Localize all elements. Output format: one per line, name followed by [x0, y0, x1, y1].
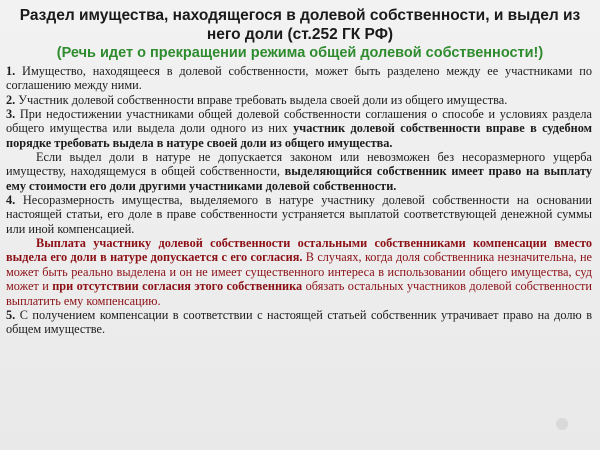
paragraph-4 [6, 193, 592, 236]
highlight-bold-text: Выплата участнику долевой собственности остальными собственниками компенсации вместо выдела его доли в натуре допускается с его согласия. [6, 236, 592, 265]
paragraph-text: Имущество, находящееся в долевой собственности, может быть разделено между ее участниками по соглашению между ними. [6, 64, 592, 93]
paragraph-text: Если выдел доли в натуре не допускается законом или невозможен без несоразмерного ущерба имуществу, находящемуся в общей собственности, [6, 150, 592, 179]
slide-body [6, 64, 592, 337]
paragraph-bold-text: выделяющийся собственник имеет право на выплату ему стоимости его доли другими участниками долевой собственности. [6, 164, 592, 193]
paragraph-1 [6, 64, 592, 93]
paragraph-text: С получением компенсации в соответствии с настоящей статьей собственник утрачивает право на долю в общем имуществе. [6, 307, 592, 337]
paragraph-number: 5. [6, 307, 16, 322]
paragraph-number: 1. [6, 64, 16, 78]
paragraph-3-continued [6, 150, 592, 193]
paragraph-bold-text: участник долевой собственности вправе в судебном порядке требовать выдела в натуре своей доли из общего имущества. [6, 121, 592, 150]
paragraph-text: Несоразмерность имущества, выделяемого в натуре участнику долевой собственности на основании настоящей статьи, его доле в праве собственности устраняется выплатой соответствующей денежной суммы или иной компенсацией. [6, 193, 592, 236]
paragraph-text: При недостижении участниками общей долевой собственности соглашения о способе и условиях раздела общего имущества или выдела доли одного из них [6, 107, 592, 136]
slide-navigation-icon[interactable] [556, 418, 568, 430]
slide-title: Раздел имущества, находящегося в долевой собственности, и выдел из него доли (ст.252 ГК РФ) [19, 7, 581, 43]
paragraph-number: 2. [6, 92, 16, 107]
paragraph-2 [6, 93, 592, 107]
paragraph-3 [6, 107, 592, 150]
paragraph-number: 3. [6, 107, 16, 122]
highlight-text: обязать остальных участников долевой собственности выплатить ему компенсацию. [6, 279, 592, 308]
paragraph-number: 4. [6, 193, 16, 208]
highlight-text: В случаях, когда доля собственника незначительна, не может быть реально выделена и он не имеет существенного интереса в использовании общего имущества, суд может и [6, 250, 592, 294]
slide-subtitle: (Речь идет о прекращении режима общей долевой собственности!) [56, 45, 544, 61]
paragraph-4-compensation [6, 236, 592, 308]
paragraph-text: Участник долевой собственности вправе требовать выдела своей доли из общего имущества. [15, 92, 508, 107]
highlight-bold-text: при отсутствии согласия этого собственника [52, 279, 303, 294]
paragraph-5 [6, 308, 592, 337]
